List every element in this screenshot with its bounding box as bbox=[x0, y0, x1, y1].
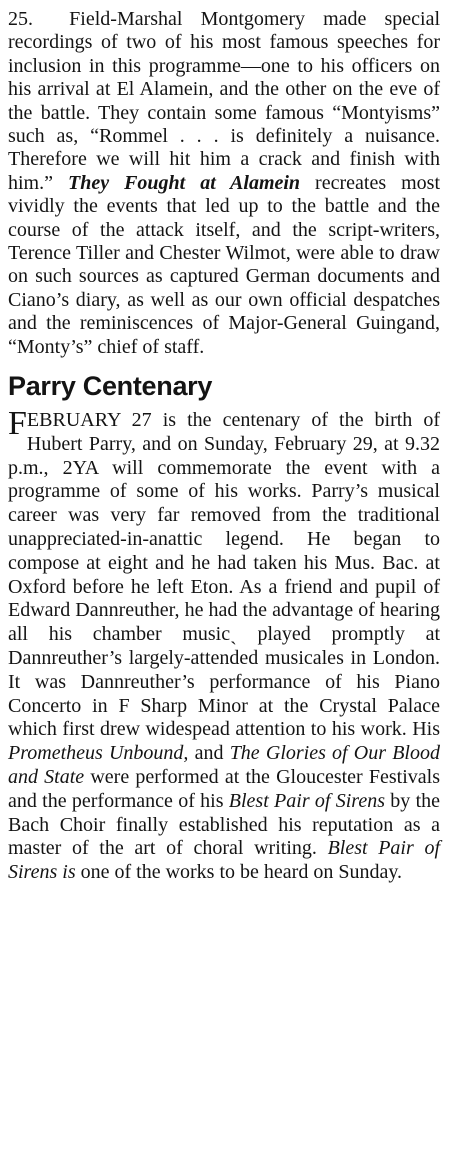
page-column bbox=[8, 8, 440, 885]
work-title: Blest Pair of Sirens bbox=[228, 789, 385, 812]
paragraph-text: recreates most vividly the events that led up to the battle and the course of the attack itself, and the script-writers, Terence Tiller and Chester Wilmot, were able to draw on such sources as captured German documents and Ciano’s diary, as well as our own official despatches and the reminiscences of Major-General Guingand, “Monty’s” chief of staff. bbox=[8, 171, 440, 358]
article-parry-paragraph bbox=[8, 405, 440, 885]
work-title: Blest Pair of Sirens is bbox=[8, 837, 440, 884]
programme-title: They Fought at Alamein bbox=[68, 171, 301, 194]
section-heading: Parry Centenary bbox=[8, 371, 213, 402]
drop-cap: F bbox=[8, 405, 27, 443]
work-title: The Glories of Our Blood and State bbox=[8, 742, 440, 789]
item-number: 25. bbox=[8, 8, 33, 30]
paragraph-text: by the Bach Choir finally established his reputation as a master of the art of choral writing. bbox=[8, 789, 440, 860]
paragraph-text: one of the works to be heard on Sunday. bbox=[75, 861, 403, 884]
paragraph-text: Field-Marshal Montgomery made special recordings of two of his most famous speeches for inclusion in this programme—one to his officers on his arrival at El Alamein, and the other on the eve of the battle. They contain some famous “Montyisms” such as, “Rommel . . . is definitely a nuisance. Therefore we will hit him a crack and finish with him.” bbox=[8, 8, 440, 194]
work-title: Prometheus Unbound, bbox=[8, 742, 189, 765]
article-montgomery-paragraph bbox=[8, 8, 440, 359]
article-parry-centenary bbox=[8, 371, 440, 885]
paragraph-text: and bbox=[188, 742, 230, 765]
paragraph-text: EBRUARY 27 is the centenary of the birth of Hubert Parry, and on Sunday, February 29, at 9.32 p.m., 2YA will commemorate the event with a programme of some of his works. Parry’s musical career was very far removed from the traditional unappreciated-in-anattic legend. He began to compose at eight and he had taken his Mus. Bac. at Oxford before he left Eton. As a friend and pupil of Edward Dannreuther, he had the advantage of hearing all his chamber musicˎ played promptly at Dannreuther’s largely-attended musicales in London. It was Dannreuther’s performance of his Piano Concerto in F Sharp Minor at the Crystal Palace which first drew widespead attention to his work. His bbox=[8, 409, 440, 741]
paragraph-text: were performed at the Gloucester Festivals and the performance of his bbox=[8, 766, 440, 812]
